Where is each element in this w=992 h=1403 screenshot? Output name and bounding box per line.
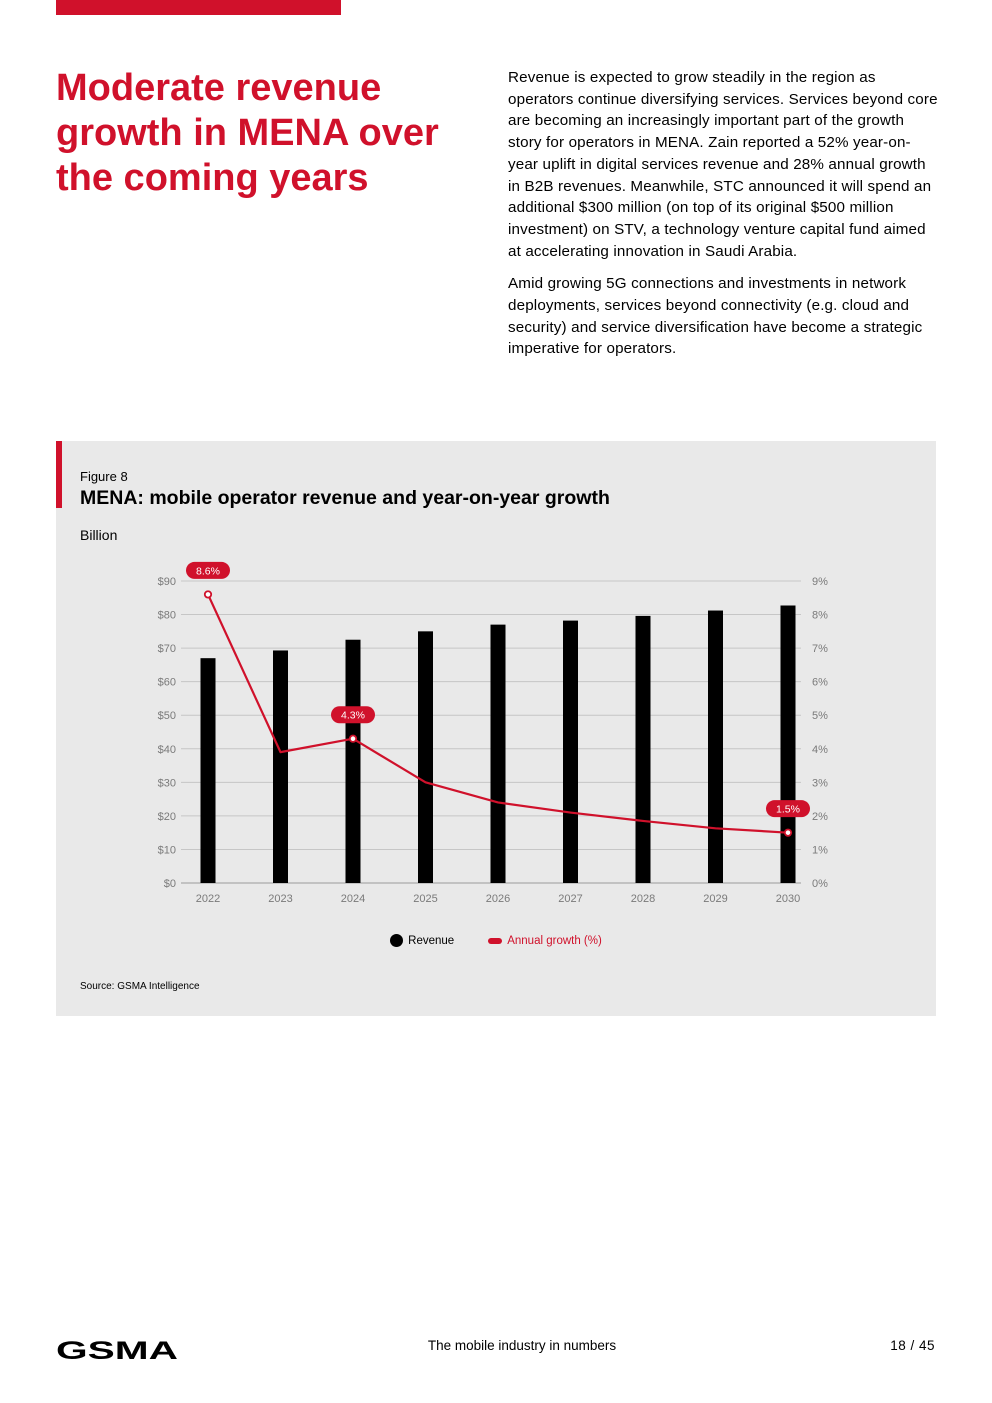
- growth-data-label: 8.6%: [196, 565, 220, 578]
- y-left-tick-label: $50: [157, 710, 176, 723]
- y-right-tick-label: 7%: [812, 643, 828, 656]
- chart-legend: [56, 934, 936, 947]
- intro-paragraph-1: Revenue is expected to grow steadily in the region as operators continue diversifying services. Services beyond core are becoming an increasingly important part of the growth story for operators in MENA. Zain reported a 52% year-on-year uplift in digital services revenue and 28% annual growth in B2B revenues. Meanwhile, STC announced it will spend an additional $300 million (on top of its original $500 million investment) on STV, a technology venture capital fund aimed at accelerating innovation in Saudi Arabia.: [508, 69, 938, 260]
- y-right-tick-label: 3%: [812, 777, 828, 790]
- y-left-tick-label: $30: [157, 777, 176, 790]
- x-tick-label: 2030: [775, 893, 801, 905]
- revenue-bar: [563, 621, 578, 883]
- y-right-tick-label: 2%: [812, 810, 828, 823]
- revenue-growth-chart: [56, 441, 936, 921]
- intro-paragraph-2: Amid growing 5G connections and investments in network deployments, services beyond connectivity (e.g. cloud and security) and service diversification have become a strategic imperative for operators.: [508, 275, 923, 358]
- revenue-bar: [636, 616, 651, 883]
- page-number: 18 / 45: [890, 1338, 935, 1353]
- legend-revenue-swatch: [390, 934, 403, 947]
- y-left-tick-label: $80: [157, 609, 176, 622]
- legend-item-growth: [488, 934, 602, 947]
- x-tick-label: 2026: [485, 893, 511, 905]
- revenue-bar: [201, 658, 216, 883]
- top-accent-bar: [56, 0, 341, 15]
- revenue-bar: [273, 650, 288, 883]
- growth-point-marker: [785, 829, 791, 835]
- y-right-tick-label: 6%: [812, 676, 828, 689]
- growth-point-marker: [350, 736, 356, 742]
- x-tick-label: 2023: [268, 893, 293, 905]
- y-left-tick-label: $60: [157, 676, 176, 689]
- revenue-bar: [346, 640, 361, 883]
- x-tick-label: 2025: [413, 893, 438, 905]
- y-right-tick-label: 8%: [812, 609, 828, 622]
- x-tick-label: 2028: [630, 893, 656, 905]
- page-headline: Moderate revenue growth in MENA over the coming years: [56, 67, 439, 199]
- y-left-tick-label: $10: [157, 844, 176, 857]
- x-tick-label: 2022: [195, 893, 221, 905]
- intro-text: [508, 67, 938, 360]
- y-right-tick-label: 9%: [812, 576, 828, 588]
- y-right-tick-label: 1%: [812, 844, 828, 857]
- chart-unit-label: Billion: [80, 527, 118, 543]
- revenue-bar: [708, 611, 723, 883]
- y-left-tick-label: $40: [157, 743, 176, 756]
- growth-data-label: 1.5%: [776, 803, 800, 816]
- y-right-tick-label: 4%: [812, 743, 828, 756]
- y-left-tick-label: $70: [157, 643, 176, 656]
- gsma-logo-text: GSMA: [56, 1338, 178, 1360]
- revenue-bar: [418, 631, 433, 883]
- figure-label: Figure 8: [80, 469, 128, 484]
- figure-source: Source: GSMA Intelligence: [80, 981, 200, 992]
- x-tick-label: 2024: [340, 893, 366, 905]
- revenue-bar: [491, 625, 506, 883]
- y-right-tick-label: 0%: [812, 878, 828, 890]
- y-left-tick-label: $20: [157, 810, 176, 823]
- y-left-tick-label: $0: [163, 878, 176, 890]
- footer-title: The mobile industry in numbers: [427, 1338, 617, 1353]
- legend-item-revenue: [390, 934, 454, 947]
- figure-title: MENA: mobile operator revenue and year-on-year growth: [80, 487, 610, 509]
- x-tick-label: 2027: [558, 893, 583, 905]
- growth-data-label: 4.3%: [341, 709, 365, 722]
- legend-growth-label: Annual growth (%): [507, 934, 602, 947]
- legend-revenue-label: Revenue: [408, 934, 455, 947]
- x-tick-label: 2029: [703, 893, 728, 905]
- legend-growth-swatch: [488, 938, 502, 944]
- figure-panel: [56, 441, 936, 1016]
- growth-point-marker: [205, 591, 211, 597]
- y-left-tick-label: $90: [157, 576, 176, 588]
- y-right-tick-label: 5%: [812, 710, 828, 723]
- revenue-bar: [781, 605, 796, 883]
